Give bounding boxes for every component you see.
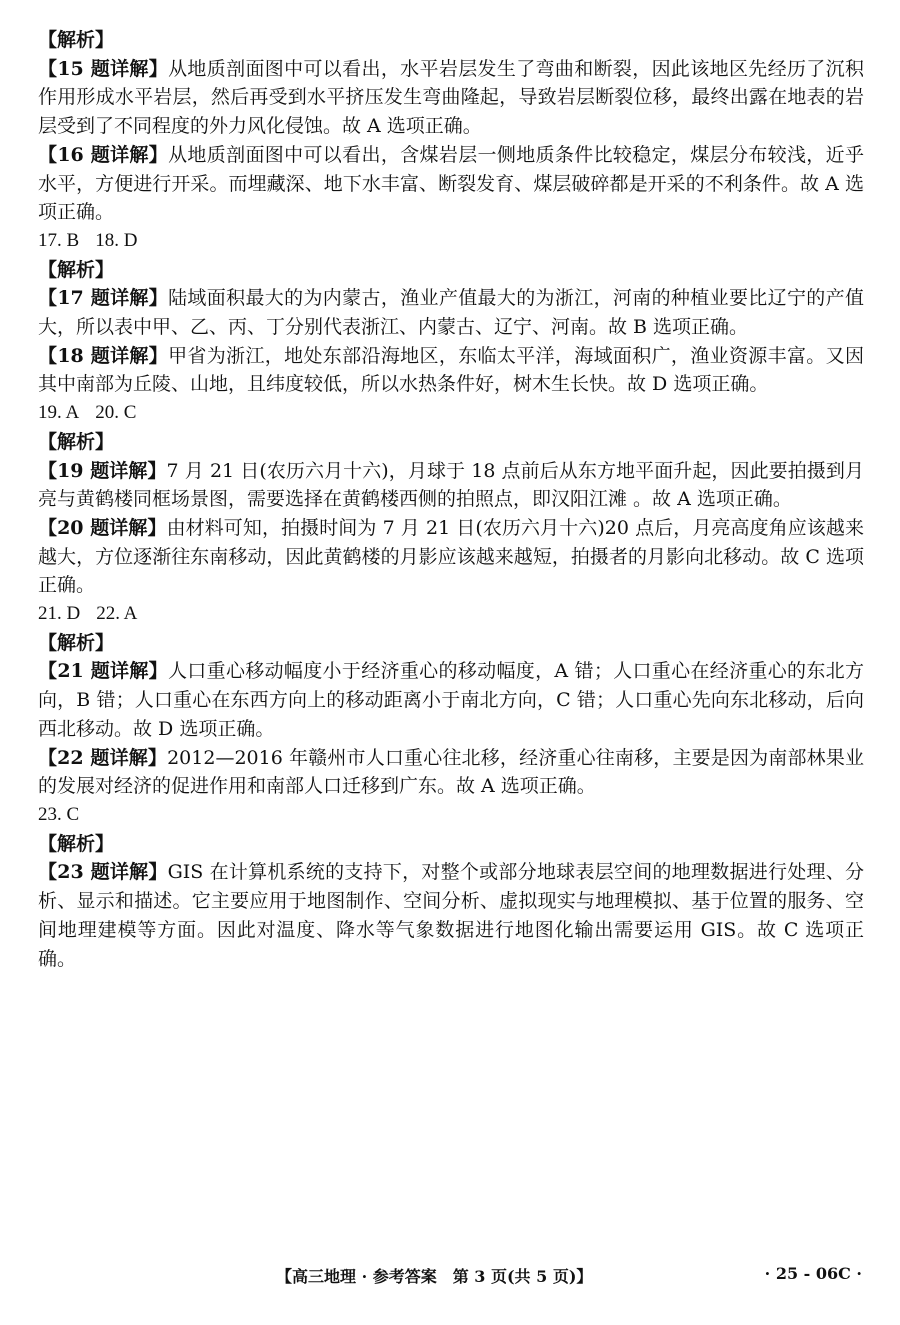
detail-text-q16: 从地质剖面图中可以看出，含煤岩层一侧地质条件比较稳定，煤层分布较浅，近乎水平，方便进行开采。而埋藏深、地下水丰富、断裂发育、煤层破碎都是开采的不利条件。故 A 选项正确。 xyxy=(38,143,864,224)
detail-label-q20: 【20 题详解】 xyxy=(38,516,167,539)
detail-label-q19: 【19 题详解】 xyxy=(38,459,167,482)
detail-text-q21: 人口重心移动幅度小于经济重心的移动幅度，A 错；人口重心在经济重心的东北方向，B 错；人口重心在东西方向上的移动距离小于南北方向，C 错；人口重心先向东北移动，后向西北移动。故 D 选项正确。 xyxy=(38,660,864,740)
detail-text-q17: 陆域面积最大的为内蒙古，渔业产值最大的为浙江，河南的种植业要比辽宁的产值大，所以表中甲、乙、丙、丁分别代表浙江、内蒙古、辽宁、河南。故 B 选项正确。 xyxy=(38,287,864,339)
detail-paragraph-q23 xyxy=(38,858,864,973)
detail-label-q18: 【18 题详解】 xyxy=(38,344,169,367)
analysis-heading: 【解析】 xyxy=(38,832,115,855)
answer-19: 19. A xyxy=(38,402,80,424)
answer-18: 18. D xyxy=(95,229,138,251)
answers-21-22 xyxy=(38,600,864,629)
detail-text-q18: 甲省为浙江，地处东部沿海地区，东临太平洋，海域面积广，渔业资源丰富。又因其中南部为丘陵、山地，且纬度较低，所以水热条件好，树木生长快。故 D 选项正确。 xyxy=(38,344,864,396)
detail-label-q23: 【23 题详解】 xyxy=(38,861,168,884)
detail-paragraph-q17 xyxy=(38,284,864,341)
detail-label-q22: 【22 题详解】 xyxy=(38,746,168,769)
answer-blocks xyxy=(38,26,864,973)
answer-document xyxy=(38,26,864,973)
detail-label-q17: 【17 题详解】 xyxy=(38,287,169,310)
answers-23 xyxy=(38,801,864,830)
analysis-heading: 【解析】 xyxy=(38,430,115,453)
footer-page-info: 【高三地理 · 参考答案 第 3 页(共 5 页)】 xyxy=(276,1267,593,1286)
detail-text-q20: 由材料可知，拍摄时间为 7 月 21 日(农历六月十六)20 点后，月亮高度角应该越来越大，方位逐渐往东南移动，因此黄鹤楼的月影应该越来越短，拍摄者的月影向北移动。故 C 选项正确。 xyxy=(38,516,865,597)
detail-paragraph-q16 xyxy=(38,141,864,227)
analysis-heading: 【解析】 xyxy=(38,29,115,51)
detail-text-q22: 2012—2016 年赣州市人口重心往北移，经济重心往南移，主要是因为南部林果业的发展对经济的促进作用和南部人口迁移到广东。故 A 选项正确。 xyxy=(38,746,864,798)
detail-paragraph-q22 xyxy=(38,744,864,801)
detail-text-q15: 从地质剖面图中可以看出，水平岩层发生了弯曲和断裂，因此该地区先经历了沉积作用形成水平岩层，然后再受到水平挤压发生弯曲隆起，导致岩层断裂位移，最终出露在地表的岩层受到了不同程度的外力风化侵蚀。故 A 选项正确。 xyxy=(38,57,864,138)
footer-doc-code: · 25 - 06C · xyxy=(764,1264,862,1283)
analysis-heading: 【解析】 xyxy=(38,258,115,281)
answer-22: 22. A xyxy=(96,603,138,625)
answers-17-18 xyxy=(38,227,864,256)
detail-paragraph-q20 xyxy=(38,514,864,600)
answer-17: 17. B xyxy=(38,229,80,251)
detail-paragraph-q21 xyxy=(38,657,864,743)
detail-label-q15: 【15 题详解】 xyxy=(38,57,169,80)
answer-20: 20. C xyxy=(95,402,137,424)
analysis-heading: 【解析】 xyxy=(38,631,115,654)
detail-label-q16: 【16 题详解】 xyxy=(38,143,169,166)
detail-paragraph-q18 xyxy=(38,342,864,399)
detail-paragraph-q19 xyxy=(38,457,864,514)
detail-text-q23: GIS 在计算机系统的支持下，对整个或部分地球表层空间的地理数据进行处理、分析、显示和描述。它主要应用于地图制作、空间分析、虚拟现实与地理模拟、基于位置的服务、空间地理建模等方面。因此对温度、降水等气象数据进行地图化输出需要运用 GIS。故 C 选项正确。 xyxy=(38,861,864,970)
detail-text-q19: 7 月 21 日(农历六月十六)，月球于 18 点前后从东方地平面升起，因此要拍摄到月亮与黄鹤楼同框场景图，需要选择在黄鹤楼西侧的拍照点，即汉阳江滩 。故 A 选项正确。 xyxy=(38,459,864,511)
answers-19-20 xyxy=(38,399,864,428)
page-footer xyxy=(0,1264,900,1294)
detail-paragraph-q15 xyxy=(38,55,864,141)
detail-label-q21: 【21 题详解】 xyxy=(38,660,168,683)
answer-23: 23. C xyxy=(38,803,80,825)
answer-21: 21. D xyxy=(38,603,81,625)
